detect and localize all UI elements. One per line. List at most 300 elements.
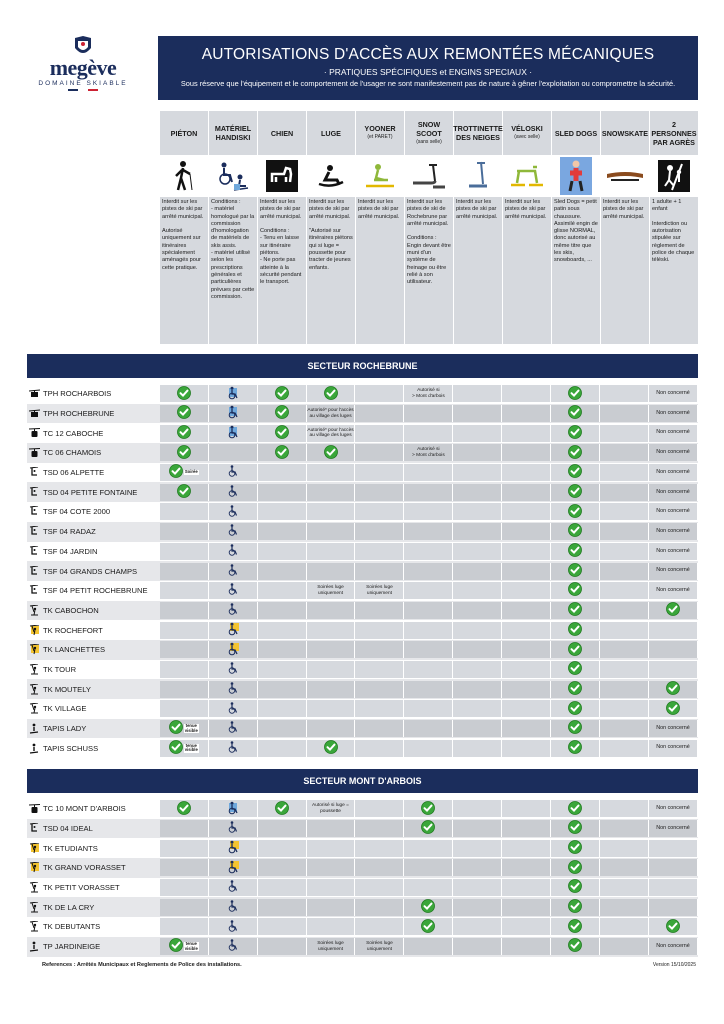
category-sublabel: (avec selle) (514, 134, 540, 140)
cell-pieton (160, 543, 209, 560)
lift-row (27, 522, 698, 542)
cell-2-personnes-par-agres (649, 563, 698, 580)
wheelchair-icon (227, 920, 239, 935)
lift-label (27, 443, 160, 463)
check-icon (666, 681, 680, 698)
chairlift-icon (27, 823, 41, 834)
lift-name: TK DEBUTANTS (43, 922, 101, 932)
cell-sled-dogs (551, 563, 600, 580)
wheelchair-blue-icon (226, 405, 240, 422)
cell-sled-dogs (551, 918, 600, 935)
cell-materiel-handiski (209, 543, 258, 560)
lift-label (27, 561, 160, 581)
category-label: VÉLOSKI (511, 124, 543, 133)
cell-yooner (355, 582, 404, 599)
cell-materiel-handiski (209, 879, 258, 896)
cell-luge (307, 503, 356, 520)
cell-snowskate (600, 543, 649, 560)
wheelchair-icon (227, 583, 239, 598)
drag-lift-icon (27, 921, 41, 932)
cell-pieton (160, 899, 209, 916)
cell-snowskate (600, 661, 649, 678)
cell-luge (307, 385, 356, 402)
chairlift-icon (27, 467, 41, 478)
cell-trottinette-des-neiges (453, 405, 502, 422)
check-icon (568, 860, 582, 877)
cell-text: Autorisé* pour l'accès au village des luges (307, 427, 354, 439)
cell-chien (258, 582, 307, 599)
lift-table-rochebrune (27, 384, 698, 758)
cell-sled-dogs (551, 740, 600, 757)
cell-yooner (355, 661, 404, 678)
cell-sled-dogs (551, 405, 600, 422)
cell-snowskate (600, 820, 649, 837)
cell-materiel-handiski (209, 918, 258, 935)
lift-row (27, 423, 698, 443)
cell-luge (307, 582, 356, 599)
lift-label (27, 719, 160, 739)
category-header (405, 111, 454, 155)
cell-snow-scoot (404, 385, 453, 402)
lift-row (27, 679, 698, 699)
wheelchair-icon (227, 741, 239, 756)
check-icon (568, 740, 582, 757)
logo (28, 36, 138, 100)
check-icon (568, 523, 582, 540)
category-sublabel: (et PARET) (367, 134, 393, 140)
wheelchair-icon (227, 662, 239, 677)
check-icon (177, 425, 191, 442)
category-description: Interdit sur les pistes de ski par arrêté municipal. (601, 197, 650, 344)
cell-chien (258, 543, 307, 560)
cell-luge (307, 523, 356, 540)
check-icon (568, 701, 582, 718)
wheelchair-icon (227, 564, 239, 579)
logo-word: megève (49, 55, 117, 80)
lift-row (27, 819, 698, 839)
cell-sled-dogs (551, 820, 600, 837)
pedestrian-icon (160, 155, 209, 197)
lift-row (27, 738, 698, 758)
check-icon (568, 543, 582, 560)
cell-chien (258, 405, 307, 422)
lift-name: TC 10 MONT D'ARBOIS (43, 804, 126, 814)
cell-2-personnes-par-agres (649, 622, 698, 639)
cell-materiel-handiski (209, 899, 258, 916)
cell-materiel-handiski (209, 405, 258, 422)
cell-luge (307, 602, 356, 619)
cell-chien (258, 700, 307, 717)
chairlift-icon (27, 585, 41, 596)
cell-yooner (355, 918, 404, 935)
cell-2-personnes-par-agres (649, 444, 698, 461)
cell-veloski (502, 938, 551, 955)
lift-name: TK MOUTELY (43, 684, 91, 694)
check-icon (324, 740, 338, 757)
check-icon (568, 484, 582, 501)
category-yooner (356, 111, 405, 344)
lift-row (27, 917, 698, 937)
lift-table-mont-arbois (27, 799, 698, 957)
cell-veloski (502, 700, 551, 717)
cell-luge (307, 405, 356, 422)
cell-text: Soirées luge uniquement (366, 941, 393, 952)
lift-name: TAPIS LADY (43, 724, 87, 734)
cell-text: Non concerné (656, 527, 690, 534)
cell-trottinette-des-neiges (453, 700, 502, 717)
cell-snow-scoot (404, 859, 453, 876)
cell-snowskate (600, 879, 649, 896)
cell-text: Non concerné (656, 449, 690, 456)
cell-trottinette-des-neiges (453, 800, 502, 817)
cell-luge (307, 661, 356, 678)
check-icon (568, 801, 582, 818)
category-label: PIÉTON (170, 128, 198, 138)
cell-chien (258, 938, 307, 955)
drag-lift-yellow-icon (27, 644, 41, 655)
lift-name: TK LANCHETTES (43, 645, 106, 655)
wheelchair-icon (227, 880, 239, 895)
cell-veloski (502, 503, 551, 520)
cell-veloski (502, 681, 551, 698)
check-icon (177, 405, 191, 422)
cell-2-personnes-par-agres (649, 385, 698, 402)
cell-veloski (502, 385, 551, 402)
cell-luge (307, 641, 356, 658)
lift-row (27, 878, 698, 898)
cell-sled-dogs (551, 464, 600, 481)
cell-snow-scoot (404, 720, 453, 737)
lift-row (27, 542, 698, 562)
dog-icon (258, 155, 307, 197)
cell-chien (258, 444, 307, 461)
cell-yooner (355, 641, 404, 658)
cell-snow-scoot (404, 523, 453, 540)
lift-label (27, 463, 160, 483)
handiski-icon (209, 155, 258, 197)
cell-snow-scoot (404, 918, 453, 935)
cell-snowskate (600, 700, 649, 717)
cell-sled-dogs (551, 543, 600, 560)
check-icon (568, 661, 582, 678)
cell-sled-dogs (551, 859, 600, 876)
cell-yooner (355, 700, 404, 717)
wheelchair-icon (227, 939, 239, 954)
category-description: Interdit sur les pistes de ski par arrêté municipal. (503, 197, 552, 344)
lift-label (27, 384, 160, 404)
drag-lift-icon (27, 684, 41, 695)
snow-scooter-icon (454, 155, 503, 197)
cell-trottinette-des-neiges (453, 622, 502, 639)
cell-snowskate (600, 444, 649, 461)
category-description: Interdit sur les pistes de ski par arrêté municipal. Autorisé uniquement sur itinéraires spécialement aménagés pour cette pratique. (160, 197, 209, 344)
cell-luge (307, 681, 356, 698)
wheelchair-yellow-icon (226, 840, 240, 857)
lift-name: TSF 04 JARDIN (43, 546, 98, 556)
cell-materiel-handiski (209, 938, 258, 955)
check-icon (568, 582, 582, 599)
cell-pieton (160, 700, 209, 717)
cell-snowskate (600, 582, 649, 599)
category-description: Interdit sur les pistes de ski par arrêté municipal. "Autorisé sur itinéraires piétons qui si luge = poussette pour tracter de jeunes enfants. (307, 197, 356, 344)
lift-name: TPH ROCHEBRUNE (43, 409, 115, 419)
check-icon (568, 681, 582, 698)
cell-veloski (502, 602, 551, 619)
cell-trottinette-des-neiges (453, 563, 502, 580)
cell-snowskate (600, 740, 649, 757)
cell-materiel-handiski (209, 444, 258, 461)
snowskate-icon (601, 155, 650, 197)
cell-veloski (502, 740, 551, 757)
cell-snowskate (600, 938, 649, 955)
check-icon (666, 919, 680, 936)
cell-snow-scoot (404, 425, 453, 442)
cell-materiel-handiski (209, 503, 258, 520)
check-icon (169, 720, 183, 737)
cell-yooner (355, 563, 404, 580)
cell-pieton (160, 859, 209, 876)
cell-luge (307, 700, 356, 717)
cell-sled-dogs (551, 641, 600, 658)
check-icon (169, 464, 183, 481)
check-icon (421, 820, 435, 837)
cell-veloski (502, 720, 551, 737)
lift-name: TSD 06 ALPETTE (43, 468, 105, 478)
cell-luge (307, 879, 356, 896)
cell-chien (258, 720, 307, 737)
drag-lift-icon (27, 703, 41, 714)
sector-header-rochebrune: SECTEUR ROCHEBRUNE (27, 354, 698, 378)
cell-veloski (502, 800, 551, 817)
check-icon (275, 801, 289, 818)
category-label: SNOWSKATE (601, 128, 649, 138)
lift-row (27, 858, 698, 878)
drag-lift-icon (27, 605, 41, 616)
category-pieton (160, 111, 209, 344)
cell-chien (258, 385, 307, 402)
cell-sled-dogs (551, 681, 600, 698)
cell-text: Non concerné (656, 567, 690, 574)
cell-text: Non concerné (656, 508, 690, 515)
category-columns (160, 111, 699, 344)
cell-snowskate (600, 602, 649, 619)
cell-2-personnes-par-agres (649, 918, 698, 935)
cell-luge (307, 918, 356, 935)
cell-trottinette-des-neiges (453, 661, 502, 678)
lift-label (27, 819, 160, 839)
wheelchair-yellow-icon (226, 860, 240, 877)
cell-trottinette-des-neiges (453, 503, 502, 520)
cell-veloski (502, 899, 551, 916)
lift-label (27, 838, 160, 858)
lift-row (27, 581, 698, 601)
cell-sled-dogs (551, 720, 600, 737)
cell-2-personnes-par-agres (649, 879, 698, 896)
lift-row (27, 937, 698, 957)
lift-label (27, 937, 160, 957)
cell-chien (258, 859, 307, 876)
lift-label (27, 878, 160, 898)
cell-trottinette-des-neiges (453, 641, 502, 658)
cell-materiel-handiski (209, 859, 258, 876)
cell-trottinette-des-neiges (453, 918, 502, 935)
cell-text: Autorisé si > Mont d'arbois (411, 388, 445, 399)
cell-chien (258, 800, 307, 817)
drag-lift-yellow-icon (27, 862, 41, 873)
logo-subtitle: DOMAINE SKIABLE (38, 80, 128, 87)
category-header (552, 111, 601, 155)
cell-materiel-handiski (209, 800, 258, 817)
cell-snowskate (600, 503, 649, 520)
category-snow-scoot (405, 111, 454, 344)
cell-snow-scoot (404, 503, 453, 520)
cell-2-personnes-par-agres (649, 840, 698, 857)
cell-luge (307, 720, 356, 737)
cell-chien (258, 740, 307, 757)
cell-sled-dogs (551, 425, 600, 442)
cell-yooner (355, 879, 404, 896)
cell-snowskate (600, 840, 649, 857)
cell-chien (258, 879, 307, 896)
cell-yooner (355, 523, 404, 540)
cell-snow-scoot (404, 899, 453, 916)
cell-text: Non concerné (656, 586, 690, 593)
cell-snow-scoot (404, 405, 453, 422)
cell-yooner (355, 385, 404, 402)
category-luge (307, 111, 356, 344)
cell-2-personnes-par-agres (649, 484, 698, 501)
cell-snowskate (600, 918, 649, 935)
cell-trottinette-des-neiges (453, 840, 502, 857)
check-icon (275, 405, 289, 422)
category-header (454, 111, 503, 155)
cell-luge (307, 484, 356, 501)
lift-row (27, 838, 698, 858)
cell-sled-dogs (551, 484, 600, 501)
category-header (356, 111, 405, 155)
cell-pieton (160, 582, 209, 599)
cell-snow-scoot (404, 602, 453, 619)
cell-veloski (502, 563, 551, 580)
wheelchair-icon (227, 900, 239, 915)
check-icon (666, 602, 680, 619)
cell-luge (307, 820, 356, 837)
cell-luge (307, 543, 356, 560)
cell-yooner (355, 938, 404, 955)
cell-pieton (160, 938, 209, 955)
cell-text: Non concerné (656, 547, 690, 554)
category-label: LUGE (321, 128, 341, 138)
lift-name: TSF 04 PETIT ROCHEBRUNE (43, 586, 148, 596)
cell-snowskate (600, 405, 649, 422)
lift-row (27, 384, 698, 404)
cell-trottinette-des-neiges (453, 681, 502, 698)
lift-row (27, 660, 698, 680)
cell-snowskate (600, 720, 649, 737)
cell-snow-scoot (404, 464, 453, 481)
cell-trottinette-des-neiges (453, 484, 502, 501)
cell-trottinette-des-neiges (453, 464, 502, 481)
category-sublabel: (sans selle) (416, 138, 442, 145)
cell-snowskate (600, 681, 649, 698)
cell-yooner (355, 444, 404, 461)
cell-chien (258, 622, 307, 639)
lift-label (27, 640, 160, 660)
cell-yooner (355, 484, 404, 501)
category-label: MATÉRIEL HANDISKI (214, 124, 252, 142)
check-icon (324, 386, 338, 403)
cell-snowskate (600, 622, 649, 639)
cell-pieton (160, 641, 209, 658)
drag-lift-icon (27, 882, 41, 893)
cell-text: Non concerné (656, 409, 690, 416)
cell-yooner (355, 720, 404, 737)
cell-text: Non concerné (656, 468, 690, 475)
check-icon (568, 504, 582, 521)
cell-2-personnes-par-agres (649, 641, 698, 658)
cell-luge (307, 563, 356, 580)
lift-name: TK CABOCHON (43, 605, 99, 615)
cell-trottinette-des-neiges (453, 820, 502, 837)
check-icon (568, 386, 582, 403)
check-icon (275, 425, 289, 442)
cell-snowskate (600, 859, 649, 876)
sector-header-mont-arbois: SECTEUR MONT D'ARBOIS (27, 769, 698, 793)
cell-chien (258, 820, 307, 837)
cell-2-personnes-par-agres (649, 425, 698, 442)
cell-2-personnes-par-agres (649, 405, 698, 422)
lift-label (27, 679, 160, 699)
cell-sled-dogs (551, 523, 600, 540)
page-note: Sous réserve que l'équipement et le comportement de l'usager ne sont manifestement pas de nature à gêner l'exploitation ou compromettre la sécurité. (180, 79, 676, 88)
category-chien (258, 111, 307, 344)
lift-label (27, 620, 160, 640)
cell-badge: tenue visible (184, 722, 198, 733)
check-icon (568, 642, 582, 659)
cell-trottinette-des-neiges (453, 602, 502, 619)
cell-sled-dogs (551, 840, 600, 857)
cell-veloski (502, 918, 551, 935)
cell-trottinette-des-neiges (453, 859, 502, 876)
cell-chien (258, 523, 307, 540)
cell-text: Soirées luge uniquement (317, 941, 344, 952)
cell-materiel-handiski (209, 641, 258, 658)
cell-chien (258, 484, 307, 501)
check-icon (568, 938, 582, 955)
cell-pieton (160, 740, 209, 757)
lift-label (27, 858, 160, 878)
lift-label (27, 917, 160, 937)
wheelchair-yellow-icon (226, 622, 240, 639)
cable-car-icon (27, 389, 41, 398)
cell-snow-scoot (404, 681, 453, 698)
cell-veloski (502, 840, 551, 857)
cell-text: Soirées luge uniquement (366, 585, 393, 596)
lift-label (27, 799, 160, 819)
page-subtitle: · PRATIQUES SPÉCIFIQUES et ENGINS SPECIAUX · (323, 67, 533, 77)
cell-trottinette-des-neiges (453, 523, 502, 540)
lift-name: TPH ROCHARBOIS (43, 389, 112, 399)
wheelchair-icon (227, 721, 239, 736)
lift-row (27, 897, 698, 917)
cell-materiel-handiski (209, 622, 258, 639)
cell-badge: tenue visible (184, 941, 198, 951)
category-label: TROTTINETTE DES NEIGES (453, 124, 503, 142)
category-trottinette-des-neiges (454, 111, 503, 344)
check-icon (666, 701, 680, 718)
category-veloski (503, 111, 552, 344)
cell-yooner (355, 820, 404, 837)
